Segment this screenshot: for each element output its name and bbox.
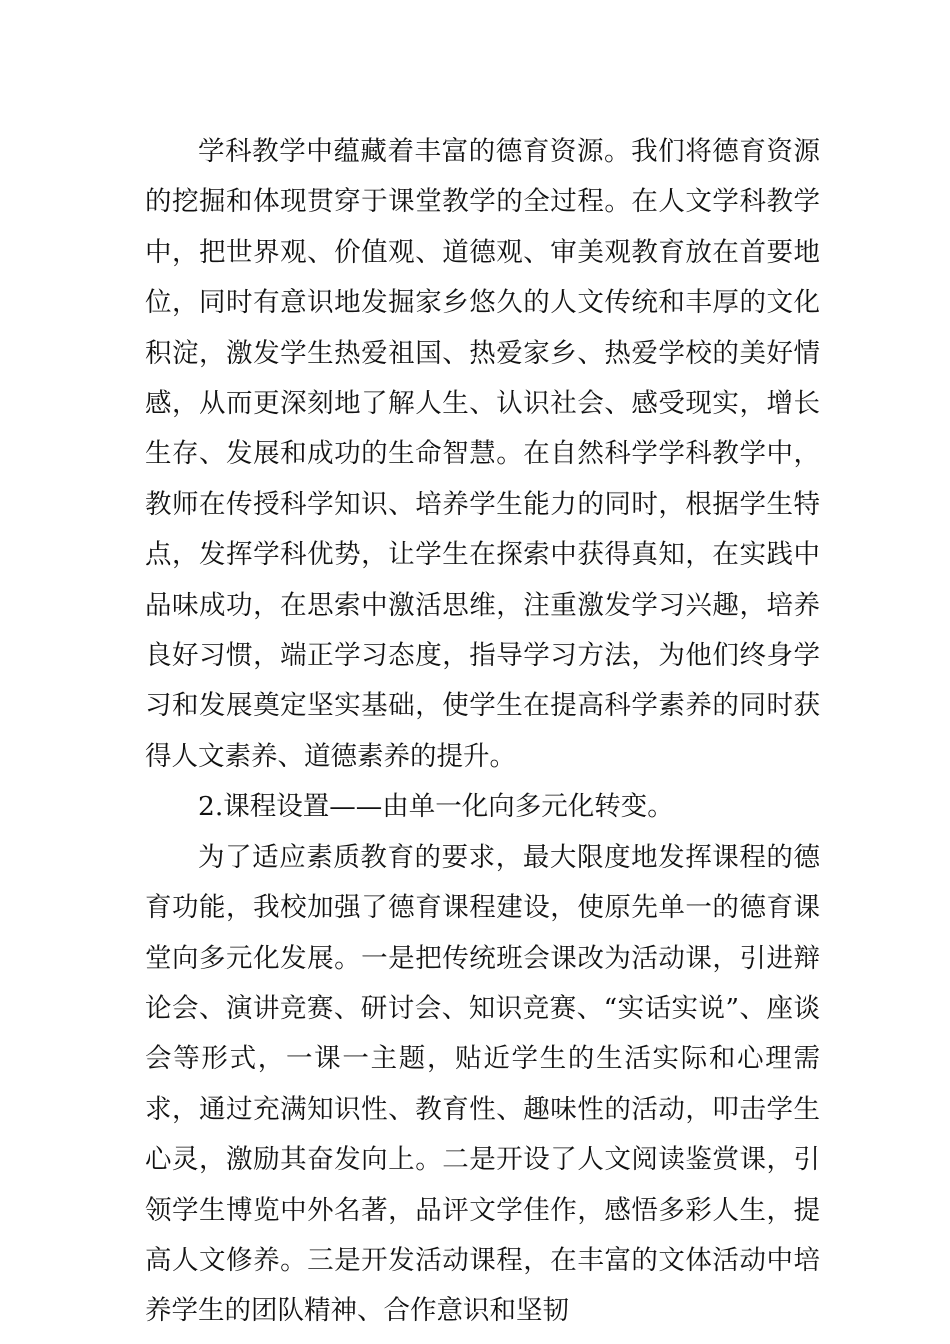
paragraph-curriculum-diversification: 为了适应素质教育的要求，最大限度地发挥课程的德育功能，我校加强了德育课程建设，使原先单一的德育课堂向多元化发展。一是把传统班会课改为活动课，引进辩论会、演讲竞赛、研讨会、知识竞赛、“实话实说”、座谈会等形式，一课一主题，贴近学生的生活实际和心理需求，通过充满知识性、教育性、趣味性的活动，叩击学生心灵，激励其奋发向上。二是开设了人文阅读鉴赏课，引领学生博览中外名著，品评文学佳作，感悟多彩人生，提高人文修养。三是开发活动课程，在丰富的文体活动中培养学生的团队精神、合作意识和坚韧: [145, 841, 820, 1327]
paragraph-moral-education-resources: 学科教学中蕴藏着丰富的德育资源。我们将德育资源的挖掘和体现贯穿于课堂教学的全过程。在人文学科教学中，把世界观、价值观、道德观、审美观教育放在首要地位，同时有意识地发掘家乡悠久的人文传统和丰厚的文化积淀，激发学生热爱祖国、热爱家乡、热爱学校的美好情感，从而更深刻地了解人生、认识社会、感受现实，增长生存、发展和成功的生命智慧。在自然科学学科教学中，教师在传授科学知识、培养学生能力的同时，根据学生特点，发挥学科优势，让学生在探索中获得真知，在实践中品味成功，在思索中激活思维，注重激发学习兴趣，培养良好习惯，端正学习态度，指导学习方法，为他们终身学习和发展奠定坚实基础，使学生在提高科学素养的同时获得人文素养、道德素养的提升。: [145, 136, 820, 772]
document-body: [145, 127, 820, 1337]
section-heading-curriculum: 2.课程设置——由单一化向多元化转变。: [198, 791, 674, 823]
